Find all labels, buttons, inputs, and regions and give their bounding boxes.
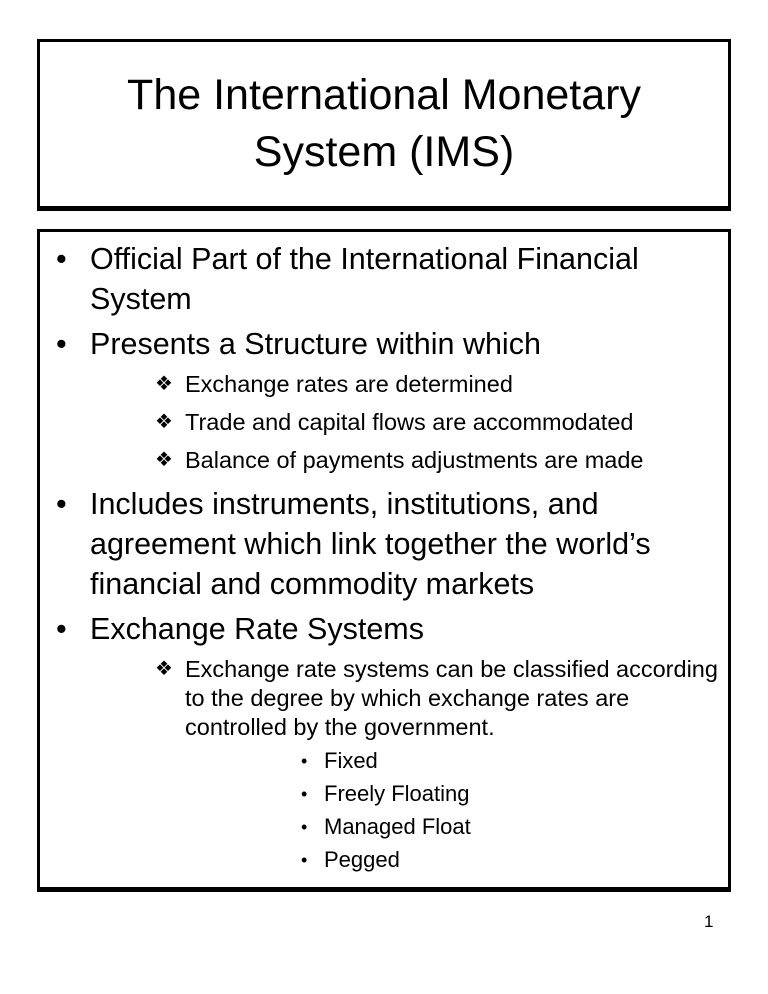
sub-bullet-list <box>90 655 728 873</box>
bullet-dot-icon: • <box>56 327 67 361</box>
list-item <box>185 781 728 807</box>
list-item <box>185 814 728 840</box>
list-item <box>185 748 728 774</box>
list-item-text: Pegged <box>324 847 400 872</box>
list-item <box>185 847 728 873</box>
small-dot-icon: • <box>301 784 308 804</box>
bullet-text: Includes instruments, institutions, and agreement which link together the world’s financial and commodity markets <box>90 487 651 601</box>
diamond-bullet-icon: ❖ <box>155 449 173 471</box>
small-dot-icon: • <box>301 751 308 771</box>
sub-bullet-text: Trade and capital flows are accommodated <box>185 409 634 435</box>
sub-bullet-text: Balance of payments adjustments are made <box>185 447 644 473</box>
diamond-bullet-icon: ❖ <box>155 373 173 395</box>
title-box <box>37 39 731 209</box>
bullet-point <box>40 484 728 604</box>
bullet-dot-icon: • <box>56 242 67 276</box>
small-dot-icon: • <box>301 850 308 870</box>
list-item-text: Freely Floating <box>324 781 470 806</box>
bullet-point <box>40 239 728 319</box>
main-bullet-list <box>40 239 728 873</box>
bullet-text: Exchange Rate Systems <box>90 612 424 646</box>
diamond-bullet-icon: ❖ <box>155 658 173 680</box>
small-dot-icon: • <box>301 817 308 837</box>
bullet-text: Official Part of the International Financial System <box>90 242 639 316</box>
content-body <box>40 239 728 882</box>
sub-bullet-point <box>90 655 728 873</box>
content-box <box>37 229 731 890</box>
sub-bullet-point <box>90 446 728 475</box>
list-item-text: Fixed <box>324 748 378 773</box>
bullet-point <box>40 324 728 475</box>
bullet-dot-icon: • <box>56 612 67 646</box>
page-number: 1 <box>704 912 714 931</box>
page-title: The International Monetary System (IMS) <box>127 71 641 176</box>
diamond-bullet-icon: ❖ <box>155 411 173 433</box>
sub-bullet-text: Exchange rates are determined <box>185 371 513 397</box>
bullet-text: Presents a Structure within which <box>90 327 541 361</box>
list-item-text: Managed Float <box>324 814 471 839</box>
sub-bullet-point <box>90 370 728 399</box>
third-level-list <box>185 748 728 873</box>
bullet-dot-icon: • <box>56 487 67 521</box>
sub-bullet-list <box>90 370 728 475</box>
sub-bullet-text: Exchange rate systems can be classified according to the degree by which exchange rates are controlled by the government. <box>185 656 718 740</box>
bullet-point <box>40 609 728 873</box>
sub-bullet-point <box>90 408 728 437</box>
